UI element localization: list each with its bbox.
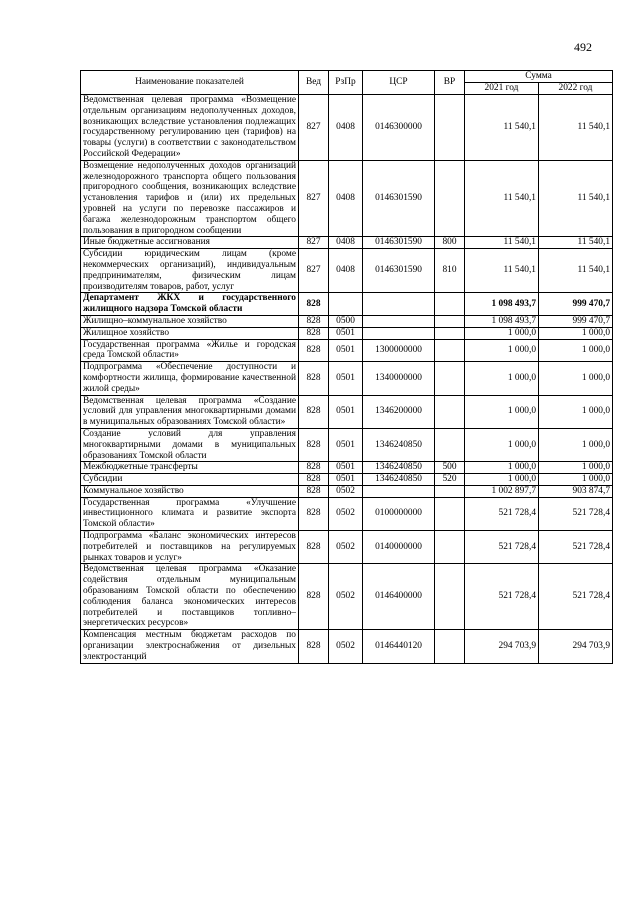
cell-csr [363, 485, 435, 497]
header-vr: ВР [435, 71, 465, 95]
cell-rzpr: 0408 [329, 160, 363, 237]
cell-rzpr: 0502 [329, 531, 363, 564]
cell-ved: 828 [299, 531, 329, 564]
cell-vr [435, 160, 465, 237]
cell-rzpr: 0408 [329, 249, 363, 293]
cell-vr [435, 497, 465, 530]
cell-rzpr: 0501 [329, 395, 363, 428]
cell-csr: 0146301590 [363, 160, 435, 237]
header-rzpr: РзПр [329, 71, 363, 95]
cell-rzpr: 0501 [329, 339, 363, 362]
cell-ved: 828 [299, 630, 329, 663]
cell-name: Ведомственная целевая программа «Создание условий для управления многоквартирными домами в муниципальных образованиях Томской области» [81, 395, 299, 428]
table-header [81, 71, 613, 95]
cell-name: Жилищное хозяйство [81, 327, 299, 339]
cell-ved: 827 [299, 95, 329, 161]
cell-ved: 828 [299, 428, 329, 461]
table-row [81, 249, 613, 293]
cell-csr: 1340000000 [363, 362, 435, 395]
header-year-2021: 2021 год [465, 83, 539, 95]
cell-sum-2022: 1 000,0 [539, 474, 613, 486]
cell-sum-2022: 11 540,1 [539, 237, 613, 249]
cell-sum-2022: 11 540,1 [539, 160, 613, 237]
cell-vr [435, 293, 465, 316]
cell-sum-2021: 521 728,4 [465, 531, 539, 564]
table-row [81, 564, 613, 630]
cell-ved: 828 [299, 327, 329, 339]
table-row [81, 474, 613, 486]
cell-name: Государственная программа «Жилье и городская среда Томской области» [81, 339, 299, 362]
cell-name: Жилищно–коммунальное хозяйство [81, 315, 299, 327]
cell-vr [435, 327, 465, 339]
cell-sum-2021: 11 540,1 [465, 95, 539, 161]
cell-csr [363, 315, 435, 327]
cell-csr: 0140000000 [363, 531, 435, 564]
cell-csr: 0146301590 [363, 249, 435, 293]
cell-sum-2022: 1 000,0 [539, 327, 613, 339]
table-row [81, 315, 613, 327]
cell-ved: 828 [299, 462, 329, 474]
table-row [81, 497, 613, 530]
cell-rzpr: 0501 [329, 428, 363, 461]
cell-vr [435, 485, 465, 497]
cell-vr [435, 339, 465, 362]
cell-sum-2021: 294 703,9 [465, 630, 539, 663]
cell-sum-2021: 1 098 493,7 [465, 315, 539, 327]
cell-name: Департамент ЖКХ и государственного жилищного надзора Томской области [81, 293, 299, 316]
table-row [81, 485, 613, 497]
cell-vr [435, 428, 465, 461]
cell-vr: 800 [435, 237, 465, 249]
cell-name: Субсидии юридическим лицам (кроме некоммерческих организаций), индивидуальным предпринимателям, физическим лицам производителям товаров, работ, услуг [81, 249, 299, 293]
cell-sum-2022: 999 470,7 [539, 315, 613, 327]
cell-sum-2021: 1 000,0 [465, 339, 539, 362]
header-name: Наименование показателей [81, 71, 299, 95]
cell-csr: 0146400000 [363, 564, 435, 630]
cell-name: Межбюджетные трансферты [81, 462, 299, 474]
table-row [81, 293, 613, 316]
cell-vr [435, 315, 465, 327]
cell-name: Компенсация местным бюджетам расходов по организации электроснабжения от дизельных электростанций [81, 630, 299, 663]
cell-vr: 810 [435, 249, 465, 293]
cell-rzpr: 0408 [329, 237, 363, 249]
cell-name: Ведомственная целевая программа «Оказание содействия отдельным муниципальным образованиям Томской области по обеспечению соблюдения баланса экономических интересов потребителей и поставщиков топливно–энергетических ресурсов» [81, 564, 299, 630]
table-row [81, 362, 613, 395]
cell-rzpr: 0502 [329, 485, 363, 497]
cell-ved: 828 [299, 315, 329, 327]
cell-ved: 827 [299, 160, 329, 237]
cell-sum-2021: 1 000,0 [465, 395, 539, 428]
cell-csr: 0146300000 [363, 95, 435, 161]
cell-csr: 0146301590 [363, 237, 435, 249]
cell-name: Подпрограмма «Баланс экономических интересов потребителей и поставщиков на регулируемых рынках товаров и услуг» [81, 531, 299, 564]
cell-sum-2021: 11 540,1 [465, 237, 539, 249]
cell-name: Коммунальное хозяйство [81, 485, 299, 497]
cell-ved: 827 [299, 237, 329, 249]
cell-rzpr: 0408 [329, 95, 363, 161]
cell-sum-2021: 521 728,4 [465, 497, 539, 530]
cell-sum-2022: 999 470,7 [539, 293, 613, 316]
cell-name: Иные бюджетные ассигнования [81, 237, 299, 249]
cell-csr: 1346240850 [363, 462, 435, 474]
cell-rzpr: 0501 [329, 362, 363, 395]
cell-name: Создание условий для управления многоквартирными домами в муниципальных образованиях Томской области [81, 428, 299, 461]
cell-name: Подпрограмма «Обеспечение доступности и комфортности жилища, формирование качественной жилой среды» [81, 362, 299, 395]
cell-ved: 828 [299, 339, 329, 362]
cell-sum-2022: 521 728,4 [539, 531, 613, 564]
cell-sum-2021: 11 540,1 [465, 249, 539, 293]
cell-sum-2021: 1 000,0 [465, 474, 539, 486]
table-body [81, 95, 613, 664]
cell-vr [435, 630, 465, 663]
cell-sum-2021: 521 728,4 [465, 564, 539, 630]
cell-sum-2021: 1 000,0 [465, 462, 539, 474]
budget-table [80, 70, 613, 664]
cell-csr [363, 293, 435, 316]
header-ved: Вед [299, 71, 329, 95]
cell-vr: 500 [435, 462, 465, 474]
cell-sum-2021: 1 000,0 [465, 362, 539, 395]
cell-sum-2022: 521 728,4 [539, 564, 613, 630]
cell-csr: 1346240850 [363, 428, 435, 461]
cell-sum-2022: 1 000,0 [539, 339, 613, 362]
table-row [81, 462, 613, 474]
cell-ved: 828 [299, 362, 329, 395]
cell-ved: 828 [299, 474, 329, 486]
cell-ved: 827 [299, 249, 329, 293]
table-row [81, 327, 613, 339]
cell-ved: 828 [299, 564, 329, 630]
cell-sum-2022: 1 000,0 [539, 428, 613, 461]
cell-rzpr [329, 293, 363, 316]
table-row [81, 339, 613, 362]
page-number: 492 [574, 40, 592, 54]
header-year-2022: 2022 год [539, 83, 613, 95]
table-row [81, 95, 613, 161]
cell-vr [435, 564, 465, 630]
table-row [81, 428, 613, 461]
cell-rzpr: 0501 [329, 462, 363, 474]
cell-vr [435, 395, 465, 428]
cell-sum-2022: 521 728,4 [539, 497, 613, 530]
header-csr: ЦСР [363, 71, 435, 95]
cell-rzpr: 0501 [329, 474, 363, 486]
cell-sum-2022: 1 000,0 [539, 362, 613, 395]
cell-name: Ведомственная целевая программа «Возмещение отдельным организациям недополученных доходов, возникающих вследствие установления подлежащих государственному регулированию цен (тарифов) на товары (услуги) в соответствии с законодательством Российской Федерации» [81, 95, 299, 161]
table-row [81, 237, 613, 249]
cell-csr: 1346240850 [363, 474, 435, 486]
cell-csr: 0100000000 [363, 497, 435, 530]
cell-name: Государственная программа «Улучшение инвестиционного климата и развитие экспорта Томской области» [81, 497, 299, 530]
cell-vr [435, 95, 465, 161]
cell-name: Субсидии [81, 474, 299, 486]
cell-sum-2022: 11 540,1 [539, 95, 613, 161]
cell-vr [435, 362, 465, 395]
header-sum: Сумма [465, 71, 613, 83]
cell-csr [363, 327, 435, 339]
cell-ved: 828 [299, 485, 329, 497]
cell-vr [435, 531, 465, 564]
cell-rzpr: 0502 [329, 497, 363, 530]
table-row [81, 630, 613, 663]
cell-rzpr: 0502 [329, 564, 363, 630]
cell-sum-2022: 11 540,1 [539, 249, 613, 293]
table-row [81, 531, 613, 564]
cell-ved: 828 [299, 395, 329, 428]
cell-sum-2021: 11 540,1 [465, 160, 539, 237]
cell-csr: 0146440120 [363, 630, 435, 663]
cell-sum-2022: 1 000,0 [539, 462, 613, 474]
table-row [81, 395, 613, 428]
cell-sum-2021: 1 098 493,7 [465, 293, 539, 316]
cell-rzpr: 0502 [329, 630, 363, 663]
cell-sum-2022: 294 703,9 [539, 630, 613, 663]
cell-sum-2022: 1 000,0 [539, 395, 613, 428]
cell-name: Возмещение недополученных доходов организаций железнодорожного транспорта общего пользования пригородного сообщения, возникающих вследствие установления тарифов и (или) их предельных уровней на услуги по перевозке пассажиров и багажа железнодорожным транспортом общего пользования в пригородном сообщении [81, 160, 299, 237]
cell-rzpr: 0500 [329, 315, 363, 327]
cell-ved: 828 [299, 497, 329, 530]
cell-ved: 828 [299, 293, 329, 316]
cell-sum-2021: 1 000,0 [465, 428, 539, 461]
cell-csr: 1346200000 [363, 395, 435, 428]
cell-csr: 1300000000 [363, 339, 435, 362]
cell-vr: 520 [435, 474, 465, 486]
cell-sum-2021: 1 002 897,7 [465, 485, 539, 497]
table-row [81, 160, 613, 237]
cell-sum-2022: 903 874,7 [539, 485, 613, 497]
cell-sum-2021: 1 000,0 [465, 327, 539, 339]
cell-rzpr: 0501 [329, 327, 363, 339]
